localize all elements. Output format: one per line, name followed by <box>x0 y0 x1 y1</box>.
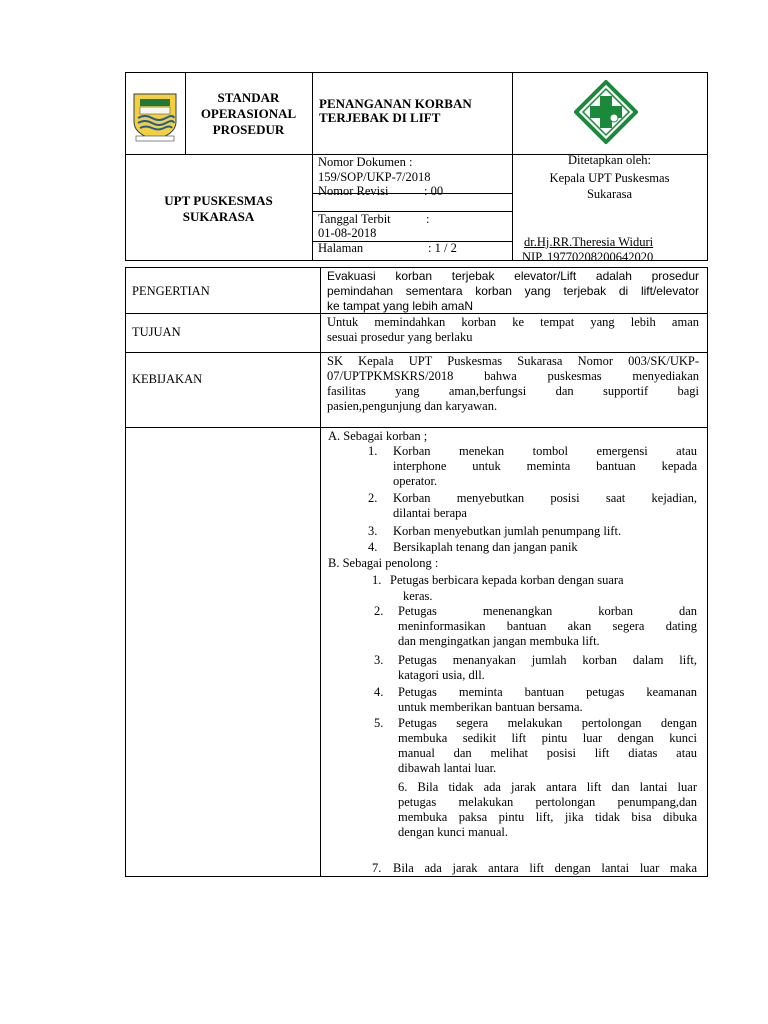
procedure-b-heading: B. Sebagai penolong : <box>328 556 439 570</box>
ditetapkan-oleh: Ditetapkan oleh: <box>568 153 651 167</box>
organization-name: UPT PUSKESMAS SUKARASA <box>164 193 273 224</box>
kebijakan-text: SK Kepala UPT Puskesmas Sukarasa Nomor 003/SK/UKP- 07/UPTPKMSKRS/2018 bahwa puskesmas menyediakan fasilitas yang aman,berfungsi dan supportif bagi pasien,pengunjung dan karyawan. <box>327 354 699 413</box>
pengertian-text: Evakuasi korban terjebak elevator/Lift adalah prosedur pemindahan sementara korban yang terjebak di lift/elevator ke tampat yang lebih amaN <box>327 269 699 313</box>
pengertian-label: PENGERTIAN <box>132 284 210 298</box>
signer-nip: NIP. 19770208200642020 <box>522 250 654 264</box>
tujuan-label: TUJUAN <box>132 325 181 339</box>
puskesmas-logo <box>574 80 638 144</box>
tanggal-terbit-value: 01-08-2018 <box>318 226 377 240</box>
kepala-title: Kepala UPT Puskesmas Sukarasa <box>549 171 670 201</box>
kebijakan-label: KEBIJAKAN <box>132 372 203 386</box>
city-seal-logo <box>128 88 182 144</box>
procedure-a-heading: A. Sebagai korban ; <box>328 429 428 443</box>
tanggal-terbit-colon: : <box>426 212 430 226</box>
nomor-dokumen-value: 159/SOP/UKP-7/2018 <box>318 170 431 184</box>
bandung-seal-icon <box>128 88 182 144</box>
sop-title: STANDAR OPERASIONAL PROSEDUR <box>200 90 297 137</box>
puskesmas-cross-icon <box>574 80 638 144</box>
halaman-label: Halaman <box>318 241 364 255</box>
signer-name: dr.Hj.RR.Theresia Widuri <box>524 235 654 249</box>
tanggal-terbit-label: Tanggal Terbit <box>318 212 391 226</box>
nomor-dokumen-label: Nomor Dokumen : <box>318 155 413 169</box>
halaman-value: : 1 / 2 <box>428 241 457 255</box>
nomor-revisi-value: : 00 <box>424 184 444 198</box>
nomor-revisi-label: Nomor Revisi <box>318 184 389 198</box>
document-title: PENANGANAN KORBAN TERJEBAK DI LIFT <box>319 96 472 125</box>
tujuan-text: Untuk memindahkan korban ke tempat yang lebih aman sesuai prosedur yang berlaku <box>327 315 699 344</box>
